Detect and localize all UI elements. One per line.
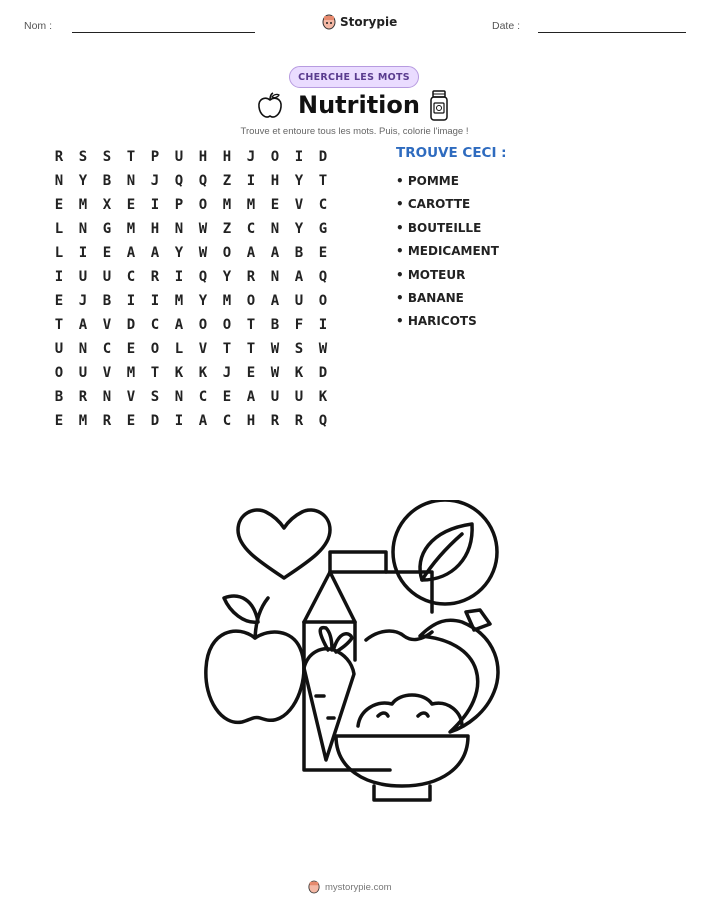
grid-cell[interactable]: A	[270, 293, 280, 309]
grid-cell[interactable]: T	[150, 365, 160, 381]
grid-cell[interactable]: B	[102, 173, 112, 189]
nutrition-illustration	[200, 500, 510, 810]
grid-cell[interactable]: M	[246, 197, 256, 213]
grid-cell[interactable]: N	[54, 173, 64, 189]
grid-cell[interactable]: V	[102, 365, 112, 381]
grid-cell[interactable]: N	[126, 173, 136, 189]
grid-cell[interactable]: A	[198, 413, 208, 429]
grid-cell[interactable]: O	[198, 317, 208, 333]
grid-cell[interactable]: A	[246, 245, 256, 261]
grid-cell[interactable]: D	[318, 149, 328, 165]
grid-cell[interactable]: A	[174, 317, 184, 333]
grid-cell[interactable]: T	[126, 149, 136, 165]
grid-cell[interactable]: T	[246, 317, 256, 333]
grid-cell[interactable]: R	[54, 149, 64, 165]
grid-cell[interactable]: M	[222, 293, 232, 309]
grid-cell[interactable]: C	[246, 221, 256, 237]
grid-cell[interactable]: O	[318, 293, 328, 309]
grid-cell[interactable]: R	[270, 413, 280, 429]
grid-cell[interactable]: E	[54, 413, 64, 429]
grid-cell[interactable]: A	[294, 269, 304, 285]
grid-cell[interactable]: Z	[222, 221, 232, 237]
grid-cell[interactable]: N	[78, 221, 88, 237]
grid-cell[interactable]: G	[318, 221, 328, 237]
food-bowl-icon	[336, 695, 468, 800]
grid-cell[interactable]: V	[126, 389, 136, 405]
grid-cell[interactable]: J	[78, 293, 88, 309]
grid-row	[47, 244, 335, 268]
grid-cell[interactable]: B	[294, 245, 304, 261]
name-line	[72, 32, 255, 33]
grid-row	[47, 412, 335, 436]
grid-cell[interactable]: R	[294, 413, 304, 429]
apple-icon-large	[206, 596, 304, 722]
grid-cell[interactable]: H	[270, 173, 280, 189]
grid-cell[interactable]: R	[246, 269, 256, 285]
grid-cell[interactable]: I	[174, 413, 184, 429]
grid-cell[interactable]: P	[174, 197, 184, 213]
grid-cell[interactable]: A	[246, 389, 256, 405]
category-badge: CHERCHE LES MOTS	[289, 66, 419, 88]
grid-row	[47, 364, 335, 388]
grid-cell[interactable]: M	[78, 413, 88, 429]
grid-cell[interactable]: V	[294, 197, 304, 213]
grid-cell[interactable]: H	[150, 221, 160, 237]
grid-cell[interactable]: E	[270, 197, 280, 213]
grid-cell[interactable]: C	[150, 317, 160, 333]
grid-cell[interactable]: U	[78, 365, 88, 381]
grid-cell[interactable]: Y	[174, 245, 184, 261]
word-list-item: • HARICOTS	[396, 314, 477, 329]
grid-cell[interactable]: I	[78, 245, 88, 261]
grid-cell[interactable]: J	[222, 365, 232, 381]
grid-cell[interactable]: K	[174, 365, 184, 381]
grid-cell[interactable]: I	[318, 317, 328, 333]
footer-site[interactable]: mystorypie.com	[325, 881, 392, 893]
grid-cell[interactable]: O	[150, 341, 160, 357]
grid-cell[interactable]: A	[270, 245, 280, 261]
grid-cell[interactable]: C	[102, 341, 112, 357]
storypie-mascot-icon	[322, 14, 336, 30]
grid-cell[interactable]: E	[126, 413, 136, 429]
grid-cell[interactable]: E	[126, 341, 136, 357]
grid-cell[interactable]: I	[294, 149, 304, 165]
brand-logo	[322, 14, 397, 30]
grid-cell[interactable]: E	[102, 245, 112, 261]
grid-cell[interactable]: U	[174, 149, 184, 165]
date-line	[538, 32, 686, 33]
grid-row	[47, 268, 335, 292]
grid-cell[interactable]: V	[198, 341, 208, 357]
grid-cell[interactable]: A	[78, 317, 88, 333]
footer	[308, 880, 392, 894]
grid-cell[interactable]: W	[270, 365, 280, 381]
word-list-item: • MOTEUR	[396, 267, 466, 282]
grid-cell[interactable]: N	[78, 341, 88, 357]
grid-cell[interactable]: O	[270, 149, 280, 165]
grid-cell[interactable]: U	[54, 341, 64, 357]
grid-cell[interactable]: M	[222, 197, 232, 213]
grid-cell[interactable]: I	[150, 293, 160, 309]
grid-cell[interactable]: S	[294, 341, 304, 357]
grid-cell[interactable]: D	[126, 317, 136, 333]
grid-row	[47, 220, 335, 244]
grid-cell[interactable]: O	[54, 365, 64, 381]
grid-cell[interactable]: Y	[294, 221, 304, 237]
date-label: Date :	[492, 20, 521, 32]
grid-cell[interactable]: I	[54, 269, 64, 285]
grid-cell[interactable]: N	[102, 389, 112, 405]
grid-cell[interactable]: L	[174, 341, 184, 357]
grid-cell[interactable]: B	[270, 317, 280, 333]
grid-cell[interactable]: N	[174, 389, 184, 405]
word-list-item: • BANANE	[396, 290, 464, 305]
grid-cell[interactable]: N	[270, 269, 280, 285]
storypie-mascot-icon	[308, 880, 320, 894]
carrot-icon	[304, 628, 354, 760]
grid-cell[interactable]: Z	[222, 173, 232, 189]
grid-cell[interactable]: R	[150, 269, 160, 285]
grid-cell[interactable]: C	[222, 413, 232, 429]
grid-cell[interactable]: W	[270, 341, 280, 357]
grid-cell[interactable]: U	[294, 389, 304, 405]
grid-cell[interactable]: J	[246, 149, 256, 165]
grid-cell[interactable]: V	[102, 317, 112, 333]
grid-cell[interactable]: O	[222, 317, 232, 333]
apple-icon	[255, 91, 285, 121]
grid-cell[interactable]: K	[318, 389, 328, 405]
grid-cell[interactable]: S	[78, 149, 88, 165]
grid-cell[interactable]: O	[198, 197, 208, 213]
leaf-icon	[393, 500, 497, 604]
grid-cell[interactable]: C	[198, 389, 208, 405]
grid-cell[interactable]: Y	[222, 269, 232, 285]
grid-cell[interactable]: N	[270, 221, 280, 237]
grid-cell[interactable]: C	[126, 269, 136, 285]
grid-row	[47, 196, 335, 220]
grid-cell[interactable]: Q	[174, 173, 184, 189]
grid-cell[interactable]: I	[246, 173, 256, 189]
grid-cell[interactable]: D	[318, 365, 328, 381]
grid-cell[interactable]: Q	[318, 269, 328, 285]
grid-cell[interactable]: E	[54, 197, 64, 213]
grid-cell[interactable]: R	[78, 389, 88, 405]
grid-cell[interactable]: M	[174, 293, 184, 309]
grid-row	[47, 388, 335, 412]
brand-name: Storypie	[340, 15, 398, 29]
grid-cell[interactable]: B	[102, 293, 112, 309]
grid-cell[interactable]: T	[318, 173, 328, 189]
word-list-item: • CAROTTE	[396, 197, 471, 212]
grid-cell[interactable]: I	[126, 293, 136, 309]
grid-cell[interactable]: R	[102, 413, 112, 429]
grid-cell[interactable]: W	[198, 245, 208, 261]
grid-cell[interactable]: I	[150, 197, 160, 213]
grid-cell[interactable]: L	[54, 221, 64, 237]
grid-cell[interactable]: D	[150, 413, 160, 429]
grid-cell[interactable]: X	[102, 197, 112, 213]
grid-cell[interactable]: P	[150, 149, 160, 165]
grid-cell[interactable]: U	[294, 293, 304, 309]
grid-cell[interactable]: B	[54, 389, 64, 405]
word-list-item: • BOUTEILLE	[396, 220, 482, 235]
grid-row	[47, 340, 335, 364]
grid-cell[interactable]: Y	[78, 173, 88, 189]
name-label: Nom :	[24, 20, 53, 32]
grid-row	[47, 172, 335, 196]
grid-cell[interactable]: E	[54, 293, 64, 309]
grid-cell[interactable]: H	[246, 413, 256, 429]
grid-cell[interactable]: O	[246, 293, 256, 309]
grid-cell[interactable]: T	[54, 317, 64, 333]
grid-cell[interactable]: Y	[198, 293, 208, 309]
grid-row	[47, 148, 335, 172]
grid-cell[interactable]: U	[270, 389, 280, 405]
grid-cell[interactable]: U	[102, 269, 112, 285]
title-row	[0, 89, 709, 125]
grid-cell[interactable]: S	[102, 149, 112, 165]
grid-cell[interactable]: N	[174, 221, 184, 237]
instructions: Trouve et entoure tous les mots. Puis, colorie l'image !	[240, 126, 469, 137]
grid-cell[interactable]: H	[222, 149, 232, 165]
grid-cell[interactable]: S	[150, 389, 160, 405]
grid-cell[interactable]: F	[294, 317, 304, 333]
word-search-grid[interactable]	[47, 148, 335, 436]
grid-cell[interactable]: Q	[318, 413, 328, 429]
grid-cell[interactable]: Q	[198, 173, 208, 189]
grid-cell[interactable]: E	[246, 365, 256, 381]
grid-cell[interactable]: M	[126, 365, 136, 381]
pill-bottle-icon	[428, 90, 450, 122]
grid-cell[interactable]: M	[78, 197, 88, 213]
grid-cell[interactable]: E	[222, 389, 232, 405]
grid-cell[interactable]: K	[294, 365, 304, 381]
grid-cell[interactable]: K	[198, 365, 208, 381]
grid-cell[interactable]: O	[222, 245, 232, 261]
word-list	[396, 172, 499, 336]
grid-cell[interactable]: G	[102, 221, 112, 237]
heart-icon	[238, 510, 330, 578]
grid-cell[interactable]: A	[126, 245, 136, 261]
grid-cell[interactable]: I	[174, 269, 184, 285]
grid-cell[interactable]: H	[198, 149, 208, 165]
grid-cell[interactable]: C	[318, 197, 328, 213]
grid-row	[47, 292, 335, 316]
grid-cell[interactable]: Y	[294, 173, 304, 189]
grid-cell[interactable]: T	[222, 341, 232, 357]
grid-cell[interactable]: W	[198, 221, 208, 237]
grid-cell[interactable]: M	[126, 221, 136, 237]
grid-cell[interactable]: L	[54, 245, 64, 261]
page-title: Nutrition	[298, 91, 420, 119]
grid-cell[interactable]: J	[150, 173, 160, 189]
word-list-item: • MEDICAMENT	[396, 244, 499, 259]
grid-cell[interactable]: E	[318, 245, 328, 261]
grid-row	[47, 316, 335, 340]
grid-cell[interactable]: E	[126, 197, 136, 213]
grid-cell[interactable]: T	[246, 341, 256, 357]
word-list-item: • POMME	[396, 174, 459, 188]
word-list-title: TROUVE CECI :	[396, 145, 507, 161]
grid-cell[interactable]: Q	[198, 269, 208, 285]
grid-cell[interactable]: U	[78, 269, 88, 285]
grid-cell[interactable]: W	[318, 341, 328, 357]
grid-cell[interactable]: A	[150, 245, 160, 261]
